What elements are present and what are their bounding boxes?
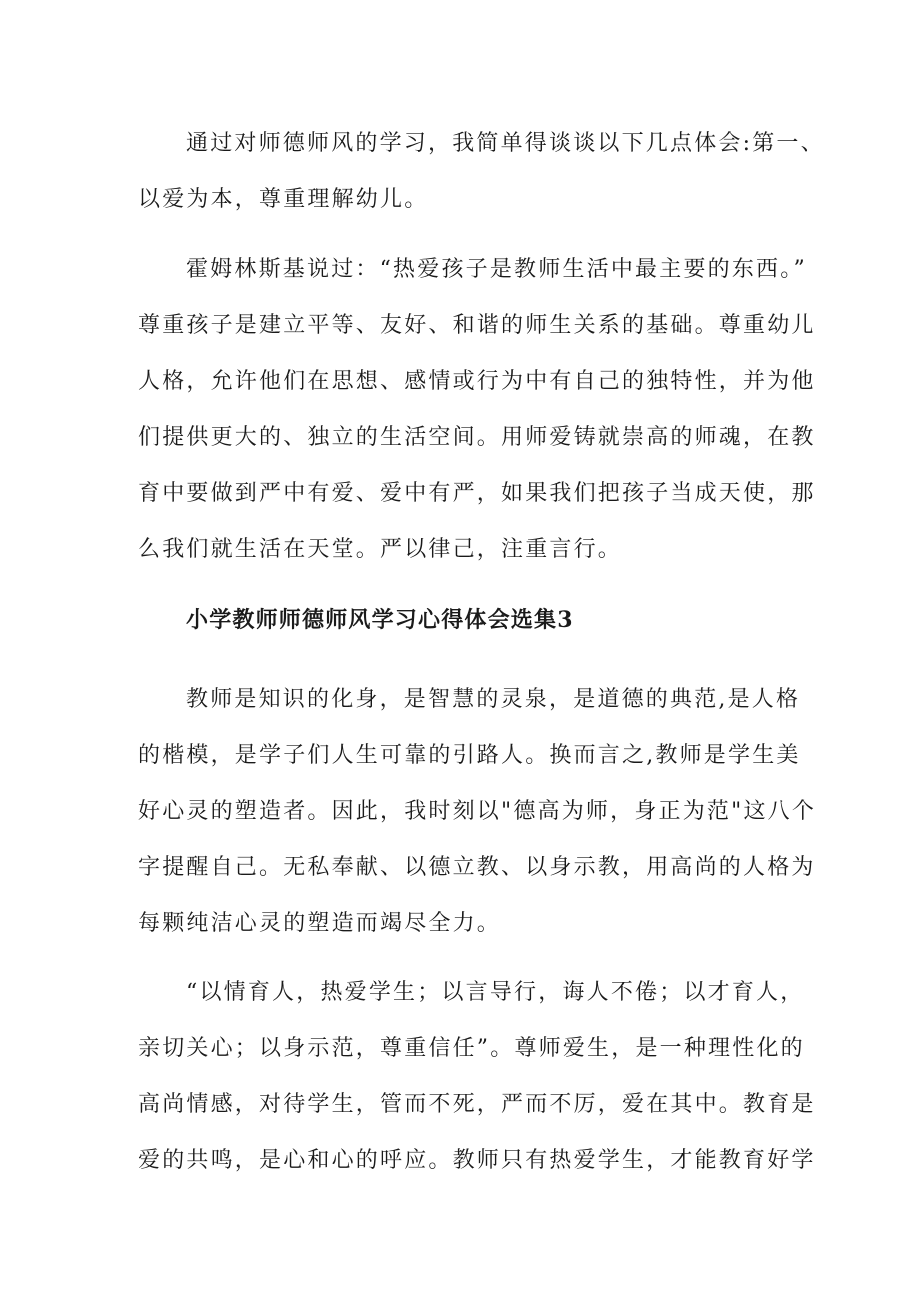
paragraph-3-line-3: 好心灵的塑造者。因此，我时刻以"德高为师，身正为范"这八个 [138, 799, 817, 824]
paragraph-3-line-5: 每颗纯洁心灵的塑造而竭尽全力。 [138, 911, 502, 936]
paragraph-2-line-2: 尊重孩子是建立平等、友好、和谐的师生关系的基础。尊重幼儿 [138, 313, 816, 338]
section-heading: 小学教师师德师风学习心得体会选集3 [186, 607, 574, 633]
paragraph-3-line-4: 字提醒自己。无私奉献、以德立教、以身示教，用高尚的人格为 [138, 855, 816, 880]
paragraph-2-line-3: 人格，允许他们在思想、感情或行为中有自己的独特性，并为他 [138, 369, 816, 394]
paragraph-4-line-1: “以情育人，热爱学生；以言导行，诲人不倦；以才育人， [186, 980, 805, 1005]
paragraph-3-line-1: 教师是知识的化身，是智慧的灵泉，是道德的典范,是人格 [186, 687, 801, 712]
paragraph-4-line-4: 爱的共鸣，是心和心的呼应。教师只有热爱学生，才能教育好学 [138, 1148, 816, 1173]
paragraph-4-line-2: 亲切关心；以身示范，尊重信任”。尊师爱生，是一种理性化的 [138, 1036, 805, 1061]
paragraph-4-line-3: 高尚情感，对待学生，管而不死，严而不厉，爱在其中。教育是 [138, 1092, 816, 1117]
paragraph-2-line-5: 育中要做到严中有爱、爱中有严，如果我们把孩子当成天使，那 [138, 481, 816, 506]
paragraph-2-line-1: 霍姆林斯基说过：“热爱孩子是教师生活中最主要的东西。” [186, 257, 807, 282]
paragraph-1-line-2: 以爱为本，尊重理解幼儿。 [138, 187, 429, 212]
paragraph-1-line-1: 通过对师德师风的学习，我简单得谈谈以下几点体会:第一、 [186, 131, 825, 156]
paragraph-3-line-2: 的楷模，是学子们人生可靠的引路人。换而言之,教师是学生美 [138, 743, 801, 768]
paragraph-2-line-6: 么我们就生活在天堂。严以律己，注重言行。 [138, 537, 623, 562]
paragraph-2-line-4: 们提供更大的、独立的生活空间。用师爱铸就崇高的师魂，在教 [138, 425, 816, 450]
